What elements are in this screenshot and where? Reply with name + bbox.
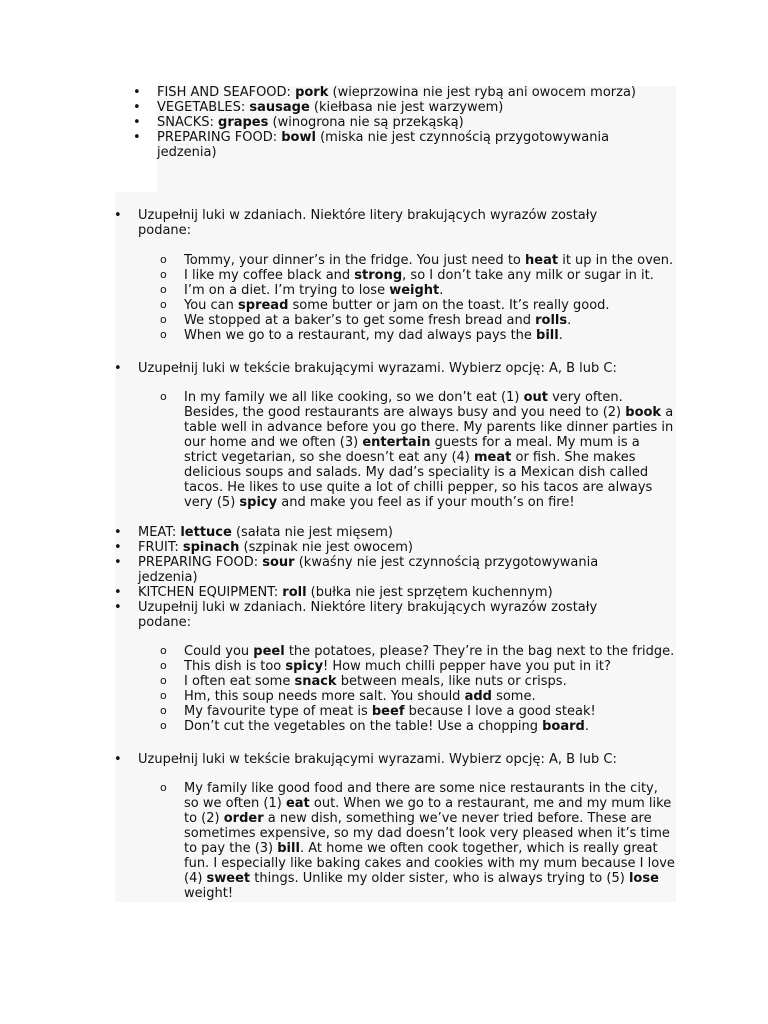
section1-items bbox=[184, 253, 676, 343]
top-answer-list bbox=[157, 85, 667, 160]
list-item: o Don’t cut the vegetables on the table! Use a chopping board. bbox=[184, 719, 676, 734]
list-item: • MEAT: lettuce (sałata nie jest mięsem) bbox=[138, 525, 638, 540]
list-item: • KITCHEN EQUIPMENT: roll (bułka nie jest sprzętem kuchennym) bbox=[138, 585, 638, 600]
list-item: o I like my coffee black and strong, so I don’t take any milk or sugar in it. bbox=[184, 268, 676, 283]
list-item: o Hm, this soup needs more salt. You should add some. bbox=[184, 689, 676, 704]
list-item: o We stopped at a baker’s to get some fresh bread and rolls. bbox=[184, 313, 676, 328]
section-heading: • Uzupełnij luki w zdaniach. Niektóre litery brakujących wyrazów zostały podane: bbox=[138, 600, 638, 630]
section4-text bbox=[184, 781, 676, 901]
section2-text bbox=[184, 390, 676, 510]
list-item: • FRUIT: spinach (szpinak nie jest owocem) bbox=[138, 540, 638, 555]
paragraph: o My family like good food and there are some nice restaurants in the city, so we often (1) eat out. When we go to a restaurant, me and my mum like to (2) order a new dish, something we’ve never tried before. These are sometimes expensive, so my dad doesn’t look very pleased when it’s time to pay the (3) bill. At home we often cook together, which is really great fun. I especially like baking cakes and cookies with my mum because I love (4) sweet things. Unlike my older sister, who is always trying to (5) lose weight! bbox=[184, 781, 676, 901]
list-item: o Could you peel the potatoes, please? They’re in the bag next to the fridge. bbox=[184, 644, 676, 659]
section-heading: • Uzupełnij luki w zdaniach. Niektóre litery brakujących wyrazów zostały podane: bbox=[138, 208, 638, 238]
middle-answer-list bbox=[138, 525, 638, 630]
list-item: • SNACKS: grapes (winogrona nie są przekąską) bbox=[157, 115, 667, 130]
list-item: o When we go to a restaurant, my dad always pays the bill. bbox=[184, 328, 676, 343]
section4 bbox=[138, 752, 668, 767]
section1 bbox=[138, 208, 638, 238]
list-item: o I often eat some snack between meals, like nuts or crisps. bbox=[184, 674, 676, 689]
section-heading: • Uzupełnij luki w tekście brakującymi wyrazami. Wybierz opcję: A, B lub C: bbox=[138, 361, 668, 376]
list-item: o Tommy, your dinner’s in the fridge. You just need to heat it up in the oven. bbox=[184, 253, 676, 268]
section3-items bbox=[184, 644, 676, 734]
section2 bbox=[138, 361, 668, 376]
list-item: o My favourite type of meat is beef because I love a good steak! bbox=[184, 704, 676, 719]
paragraph: o In my family we all like cooking, so we don’t eat (1) out very often. Besides, the good restaurants are always busy and you need to (2) book a table well in advance before you go there. My parents like dinner parties in our home and we often (3) entertain guests for a meal. My mum is a strict vegetarian, so she doesn’t eat any (4) meat or fish. She makes delicious soups and salads. My dad’s speciality is a Mexican dish called tacos. He likes to use quite a lot of chilli pepper, so his tacos are always very (5) spicy and make you feel as if your mouth’s on fire! bbox=[184, 390, 676, 510]
section-heading: • Uzupełnij luki w tekście brakującymi wyrazami. Wybierz opcję: A, B lub C: bbox=[138, 752, 668, 767]
list-item: o This dish is too spicy! How much chilli pepper have you put in it? bbox=[184, 659, 676, 674]
list-item: o I’m on a diet. I’m trying to lose weight. bbox=[184, 283, 676, 298]
list-item: • PREPARING FOOD: sour (kwaśny nie jest czynnością przygotowywania jedzenia) bbox=[138, 555, 638, 585]
list-item: • PREPARING FOOD: bowl (miska nie jest czynnością przygotowywania jedzenia) bbox=[157, 130, 667, 160]
list-item: • FISH AND SEAFOOD: pork (wieprzowina nie jest rybą ani owocem morza) bbox=[157, 85, 667, 100]
list-item: • VEGETABLES: sausage (kiełbasa nie jest warzywem) bbox=[157, 100, 667, 115]
list-item: o You can spread some butter or jam on the toast. It’s really good. bbox=[184, 298, 676, 313]
